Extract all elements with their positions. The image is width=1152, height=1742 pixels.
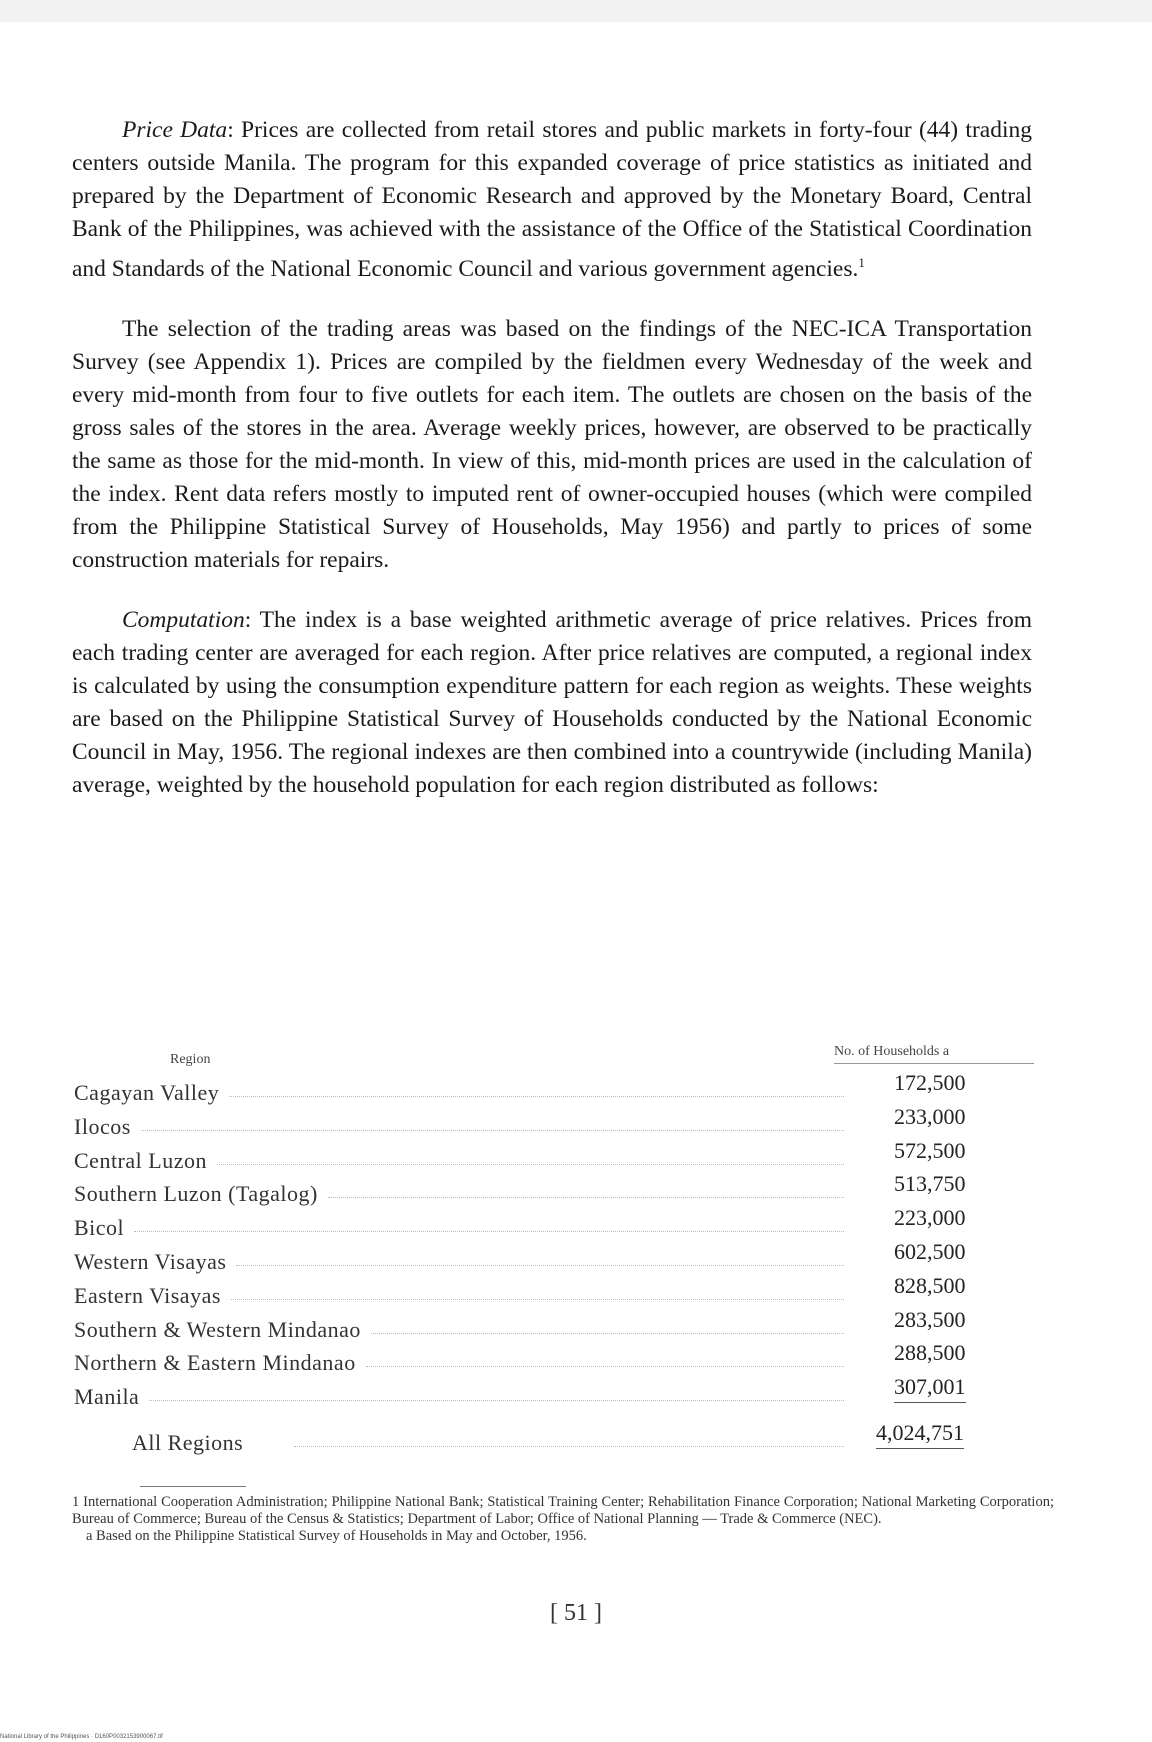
paragraph-trading-areas — [72, 313, 1032, 577]
column-header-households: No. of Households a — [834, 1044, 1034, 1064]
table-body — [74, 1070, 1034, 1412]
household-count: 283,500 — [894, 1306, 966, 1332]
computation-text: : The index is a base weighted arithmetic average of price relatives. Prices from each trading center are averaged for each region. After price relatives are computed, a regional index is calculated by using the consumption expenditure pattern for each region as weights. These weights are based on the Philippine Statistical Survey of Households conducted by the National Economic Council in May, 1956. The regional indexes are then combined into a countrywide (including Manila) average, weighted by the household population for each region distributed as follows: — [72, 606, 1032, 798]
table-row — [74, 1070, 1034, 1108]
footnotes — [72, 1494, 1054, 1545]
household-count: 223,000 — [894, 1205, 966, 1231]
household-count: 513,750 — [894, 1171, 966, 1197]
leader-dots — [371, 1333, 844, 1334]
total-value: 4,024,751 — [876, 1420, 964, 1449]
region-name: Southern Luzon (Tagalog) — [74, 1181, 318, 1207]
table-header — [74, 1040, 1034, 1074]
household-count: 233,000 — [894, 1103, 966, 1129]
footnote-a: a Based on the Philippine Statistical Survey of Households in May and October, 1956. — [86, 1528, 587, 1544]
region-name: Northern & Eastern Mindanao — [74, 1350, 356, 1376]
table-row — [74, 1137, 1034, 1176]
footnote-rule — [140, 1486, 246, 1487]
leader-dots — [149, 1400, 844, 1401]
scan-credit: National Library of the Philippines · D160P0032153900067.tif — [0, 1734, 163, 1740]
region-name: Central Luzon — [74, 1147, 207, 1173]
table-row — [74, 1272, 1034, 1311]
page-number: [ 51 ] — [550, 1600, 602, 1626]
table-total-row — [74, 1419, 1034, 1458]
footnote-1: 1 International Cooperation Administration; Philippine National Bank; Statistical Training Center; Rehabilitation Finance Corporation; National Marketing Corporation; Bureau of Commerce; Bureau of the Census & Statistics; Department of Labor; Office of National Planning — Trade & Commerce (NEC). — [72, 1494, 1054, 1527]
household-count: 172,500 — [894, 1070, 966, 1095]
leader-dots — [141, 1130, 844, 1131]
households-table — [74, 1040, 1034, 1458]
leader-dots — [328, 1197, 844, 1198]
region-name: Ilocos — [74, 1113, 131, 1139]
price-data-text: : Prices are collected from retail stores and public markets in forty-four (44) trading centers outside Manila. The program for this expanded coverage of price statistics as initiated and prepared by the Department of Economic Research and approved by the Monetary Board, Central Bank of the Philippines, was achieved with the assistance of the Office of the Statistical Coordination and Standards of the National Economic Council and various government agencies. — [72, 117, 1032, 282]
region-name: Southern & Western Mindanao — [74, 1316, 361, 1342]
household-count: 602,500 — [894, 1238, 966, 1264]
trading-areas-text: The selection of the trading areas was based on the findings of the NEC-ICA Transportation Survey (see Appendix 1). Prices are compiled by the fieldmen every Wednesday of the week and every mid-month from four to five outlets for each item. The outlets are chosen on the basis of the gross sales of the stores in the area. Average weekly prices, however, are observed to be practically the same as those for the mid-month. In view of this, mid-month prices are used in the calculation of the index. Rent data refers mostly to imputed rent of owner-occupied houses (which were compiled from the Philippine Statistical Survey of Households, May 1956) and partly to prices of some construction materials for repairs. — [72, 315, 1032, 573]
region-name: Eastern Visayas — [74, 1282, 221, 1308]
leader-dots — [229, 1096, 844, 1097]
region-name: Bicol — [74, 1215, 125, 1241]
region-name: Cagayan Valley — [74, 1080, 220, 1105]
region-name: Western Visayas — [74, 1248, 227, 1274]
computation-label: Computation — [122, 606, 245, 633]
column-header-region: Region — [170, 1052, 211, 1067]
household-count: 828,500 — [894, 1272, 966, 1298]
price-data-label: Price Data — [122, 117, 228, 143]
leader-dots — [366, 1366, 844, 1367]
paragraph-price-data — [72, 114, 1032, 286]
table-row — [74, 1205, 1034, 1243]
leader-dots — [217, 1164, 844, 1165]
leader-dots — [231, 1299, 844, 1300]
total-label: All Regions — [132, 1429, 244, 1455]
table-row — [74, 1306, 1034, 1345]
household-count: 288,500 — [894, 1340, 966, 1366]
body-text — [72, 114, 1032, 829]
table-row — [74, 1340, 1034, 1378]
leader-dots — [236, 1265, 844, 1266]
table-row — [74, 1103, 1034, 1142]
region-name: Manila — [74, 1384, 140, 1410]
household-count: 307,001 — [894, 1374, 966, 1403]
table-row — [74, 1171, 1034, 1209]
table-row — [74, 1374, 1034, 1412]
paragraph-computation — [72, 604, 1032, 802]
household-count: 572,500 — [894, 1137, 966, 1163]
table-row — [74, 1238, 1034, 1277]
leader-dots — [134, 1231, 844, 1232]
footnote-mark-1: 1 — [858, 255, 865, 270]
scan-top-strip — [0, 0, 1152, 22]
leader-dots — [294, 1446, 844, 1447]
